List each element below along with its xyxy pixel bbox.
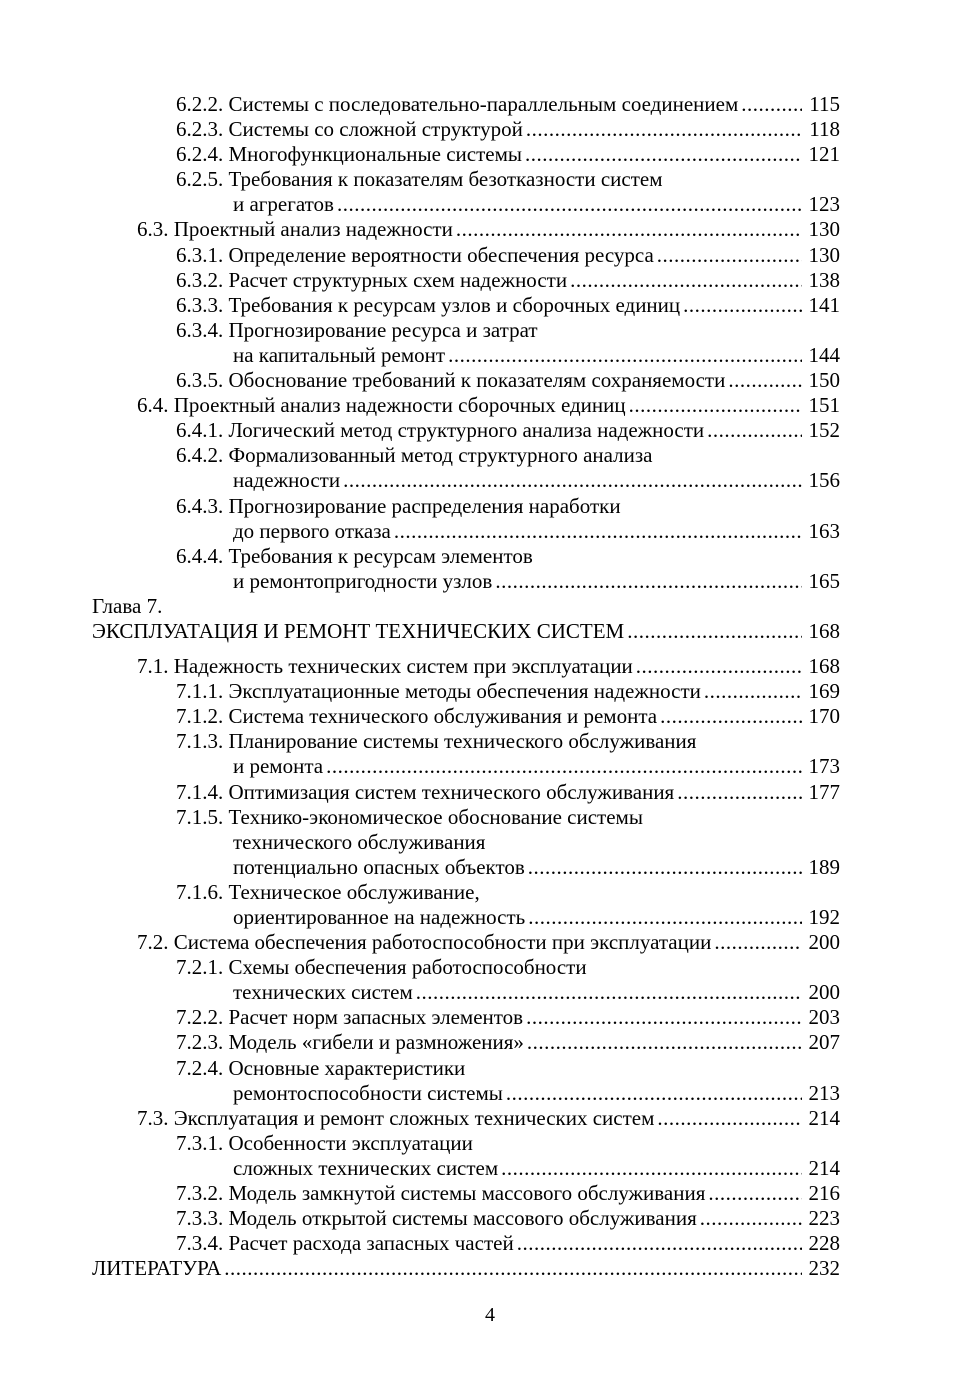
toc-entry-title: ремонтоспособности системы (233, 1080, 503, 1105)
dot-leader (528, 905, 802, 930)
chapter-title: ЭКСПЛУАТАЦИЯ И РЕМОНТ ТЕХНИЧЕСКИХ СИСТЕМ (92, 618, 625, 643)
toc-entry-page: 169 (808, 679, 840, 704)
dot-leader (700, 1206, 802, 1231)
toc-entry-title: 7.3. Эксплуатация и ремонт сложных технических систем (137, 1105, 655, 1130)
toc-entry-page: 223 (808, 1206, 840, 1231)
dot-leader (627, 619, 802, 644)
toc-entry-6-2-5[interactable] (92, 167, 840, 192)
toc-entry-7-2-1-cont[interactable] (92, 980, 840, 1005)
toc-chapter-label (92, 594, 840, 619)
toc-entry-title: 6.4.2. Формализованный метод структурного анализа (176, 443, 653, 468)
toc-entry-page: 121 (808, 142, 840, 167)
toc-entry-page: 115 (809, 92, 840, 116)
dot-leader (394, 519, 802, 544)
toc-entry-title: 7.1.5. Технико-экономическое обоснование системы (176, 804, 643, 829)
toc-entry-7-1-5[interactable] (92, 805, 840, 830)
toc-entry-page: 123 (808, 192, 840, 217)
toc-entry-page: 151 (808, 393, 840, 418)
dot-leader (224, 1256, 802, 1281)
toc-entry-7-2-2[interactable] (92, 1005, 840, 1030)
table-of-contents (92, 92, 840, 1281)
dot-leader (501, 1156, 802, 1181)
toc-entry-7-1-3-cont[interactable] (92, 754, 840, 779)
toc-entry-title: 6.2.4. Многофункциональные системы (176, 142, 522, 167)
dot-leader (660, 704, 802, 729)
toc-entry-6-2-2[interactable] (92, 92, 840, 117)
dot-leader (517, 1231, 802, 1256)
dot-leader (326, 754, 802, 779)
toc-entry-title: 7.3.2. Модель замкнутой системы массового обслуживания (176, 1181, 706, 1206)
toc-entry-page: 144 (808, 342, 840, 367)
dot-leader (683, 293, 802, 318)
toc-entry-page: 141 (808, 292, 840, 317)
toc-entry-6-3-5[interactable] (92, 368, 840, 393)
toc-entry-page: 214 (808, 1105, 840, 1130)
toc-entry-7-1-2[interactable] (92, 704, 840, 729)
dot-leader (728, 368, 802, 393)
toc-entry-page: 189 (808, 854, 840, 879)
toc-entry-7-1-1[interactable] (92, 679, 840, 704)
dot-leader (528, 855, 802, 880)
toc-entry-title: 7.2.1. Схемы обеспечения работоспособности (176, 955, 587, 980)
dot-leader (636, 654, 802, 679)
toc-entry-page: 118 (809, 117, 840, 142)
dot-leader (657, 243, 802, 268)
toc-entry-title: 7.1. Надежность технических систем при эксплуатации (137, 654, 633, 679)
toc-entry-page: 152 (808, 418, 840, 443)
toc-entry-page: 173 (808, 754, 840, 779)
toc-entry-7-1-3[interactable] (92, 729, 840, 754)
dot-leader (714, 930, 802, 955)
dot-leader (704, 679, 802, 704)
toc-entry-title: технических систем (233, 980, 413, 1005)
dot-leader (337, 192, 802, 217)
toc-entry-6-3-4[interactable] (92, 318, 840, 343)
toc-entry-title: 6.3. Проектный анализ надежности (137, 217, 453, 242)
dot-leader (506, 1081, 802, 1106)
toc-entry-title: 7.2. Система обеспечения работоспособности при эксплуатации (137, 930, 712, 955)
dot-leader (343, 468, 802, 493)
toc-entry-title: 6.4.1. Логический метод структурного анализа надежности (176, 418, 705, 443)
toc-entry-7-1[interactable] (92, 654, 840, 679)
toc-entry-7-1-5-cont-2[interactable] (92, 855, 840, 880)
toc-entry-6-4-1[interactable] (92, 418, 840, 443)
toc-entry-title: 6.3.4. Прогнозирование ресурса и затрат (176, 317, 538, 342)
toc-entry-6-4-4[interactable] (92, 544, 840, 569)
dot-leader (708, 1181, 802, 1206)
page-number: 4 (485, 1304, 495, 1326)
toc-entry-page: 203 (808, 1005, 840, 1030)
toc-entry-7-3-1[interactable] (92, 1131, 840, 1156)
dot-leader (527, 1030, 802, 1055)
toc-entry-title: 6.2.3. Системы со сложной структурой (176, 117, 523, 142)
toc-entry-page: 200 (808, 980, 840, 1005)
toc-entry-7-2-4[interactable] (92, 1056, 840, 1081)
toc-entry-title: 6.3.5. Обоснование требований к показателям сохраняемости (176, 368, 726, 393)
toc-entry-7-1-6-cont[interactable] (92, 905, 840, 930)
toc-entry-page: 207 (808, 1030, 840, 1055)
toc-entry-title: и агрегатов (233, 192, 334, 217)
toc-entry-page: 138 (808, 267, 840, 292)
dot-leader (525, 142, 802, 167)
toc-entry-title: 6.2.2. Системы с последовательно-параллельным соединением (176, 92, 739, 116)
chapter-number: Глава 7. (92, 593, 163, 618)
toc-entry-6-3-1[interactable] (92, 243, 840, 268)
toc-chapter-7[interactable] (92, 619, 840, 644)
toc-entry-title: и ремонта (233, 754, 324, 779)
toc-entry-title: 6.3.3. Требования к ресурсам узлов и сборочных единиц (176, 292, 681, 317)
dot-leader (456, 217, 802, 242)
dot-leader (677, 780, 802, 805)
toc-entry-title: 7.1.3. Планирование системы технического обслуживания (176, 729, 697, 754)
dot-leader (657, 1106, 802, 1131)
toc-entry-title: 6.4.3. Прогнозирование распределения наработки (176, 493, 621, 518)
toc-entry-6-4-2-cont[interactable] (92, 468, 840, 493)
toc-entry-page: 214 (808, 1155, 840, 1180)
toc-entry-title: до первого отказа (233, 518, 391, 543)
toc-entry-title: ориентированное на надежность (233, 905, 526, 929)
toc-entry-6-4-3[interactable] (92, 494, 840, 519)
toc-entry-title: 7.1.4. Оптимизация систем технического обслуживания (176, 779, 675, 804)
toc-entry-title: 7.2.3. Модель «гибели и размножения» (176, 1030, 524, 1055)
toc-entry-6-3-4-cont[interactable] (92, 343, 840, 368)
toc-entry-6-2-3[interactable] (92, 117, 840, 142)
toc-entry-7-3-3[interactable] (92, 1206, 840, 1231)
toc-entry-page: 170 (808, 704, 840, 729)
toc-entry-6-2-5-cont[interactable] (92, 192, 840, 217)
toc-entry-title: 7.1.2. Система технического обслуживания и ремонта (176, 704, 658, 729)
toc-entry-page: 213 (808, 1080, 840, 1105)
dot-leader (526, 117, 802, 142)
toc-entry-title: сложных технических систем (233, 1155, 499, 1180)
toc-entry-title: ЛИТЕРАТУРА (92, 1256, 222, 1281)
toc-entry-page: 150 (808, 368, 840, 393)
toc-entry-page: 192 (808, 905, 840, 929)
toc-entry-title: 7.2.4. Основные характеристики (176, 1055, 466, 1080)
toc-entry-title: надежности (233, 468, 341, 493)
dot-leader (526, 1005, 802, 1030)
toc-entry-7-3-1-cont[interactable] (92, 1156, 840, 1181)
toc-entry-title: потенциально опасных объектов (233, 854, 525, 879)
toc-entry-page: 177 (808, 779, 840, 804)
toc-entry-6-4[interactable] (92, 393, 840, 418)
toc-entry-6-3-2[interactable] (92, 268, 840, 293)
toc-entry-literature[interactable] (92, 1256, 840, 1281)
toc-entry-6-4-4-cont[interactable] (92, 569, 840, 594)
toc-entry-7-2[interactable] (92, 930, 840, 955)
toc-entry-title: 7.3.1. Особенности эксплуатации (176, 1130, 473, 1155)
toc-entry-7-3[interactable] (92, 1106, 840, 1131)
dot-leader (629, 393, 802, 418)
toc-entry-page: 232 (808, 1256, 840, 1281)
toc-entry-6-4-3-cont[interactable] (92, 519, 840, 544)
dot-leader (448, 343, 802, 368)
toc-entry-title: 6.4.4. Требования к ресурсам элементов (176, 543, 533, 568)
toc-entry-page: 156 (808, 468, 840, 493)
dot-leader (741, 92, 802, 117)
toc-entry-6-3[interactable] (92, 217, 840, 242)
toc-entry-7-3-2[interactable] (92, 1181, 840, 1206)
toc-entry-title: 7.2.2. Расчет норм запасных элементов (176, 1005, 524, 1030)
dot-leader (570, 268, 802, 293)
toc-entry-page: 228 (808, 1231, 840, 1256)
toc-entry-title: на капитальный ремонт (233, 342, 446, 367)
toc-entry-title: технического обслуживания (233, 829, 486, 854)
toc-entry-page: 200 (808, 930, 840, 955)
toc-entry-title: 6.2.5. Требования к показателям безотказности систем (176, 167, 663, 192)
toc-entry-title: 6.3.1. Определение вероятности обеспечения ресурса (176, 242, 654, 267)
toc-entry-6-2-4[interactable] (92, 142, 840, 167)
toc-entry-page: 130 (808, 242, 840, 267)
toc-entry-6-4-2[interactable] (92, 443, 840, 468)
toc-entry-page: 216 (808, 1181, 840, 1206)
toc-entry-7-1-6[interactable] (92, 880, 840, 905)
toc-entry-title: 7.1.6. Техническое обслуживание, (176, 879, 480, 904)
toc-entry-7-2-3[interactable] (92, 1030, 840, 1055)
toc-entry-title: 6.4. Проектный анализ надежности сборочных единиц (137, 393, 626, 418)
toc-entry-page: 130 (808, 217, 840, 242)
toc-entry-page: 168 (808, 654, 840, 679)
dot-leader (416, 980, 802, 1005)
toc-entry-7-3-4[interactable] (92, 1231, 840, 1256)
toc-entry-title: и ремонтопригодности узлов (233, 568, 493, 593)
toc-entry-page: 165 (808, 568, 840, 593)
toc-entry-title: 7.1.1. Эксплуатационные методы обеспечения надежности (176, 679, 701, 704)
toc-entry-page: 163 (808, 518, 840, 543)
toc-entry-title: 7.3.4. Расчет расхода запасных частей (176, 1231, 514, 1256)
toc-entry-7-2-4-cont[interactable] (92, 1081, 840, 1106)
dot-leader (707, 418, 802, 443)
toc-entry-title: 7.3.3. Модель открытой системы массового обслуживания (176, 1206, 697, 1231)
toc-entry-title: 6.3.2. Расчет структурных схем надежности (176, 267, 568, 292)
toc-entry-6-3-3[interactable] (92, 293, 840, 318)
dot-leader (495, 569, 802, 594)
toc-entry-7-1-4[interactable] (92, 780, 840, 805)
toc-entry-7-2-1[interactable] (92, 955, 840, 980)
toc-entry-page: 168 (808, 618, 840, 643)
toc-entry-7-1-5-cont[interactable] (92, 830, 840, 855)
